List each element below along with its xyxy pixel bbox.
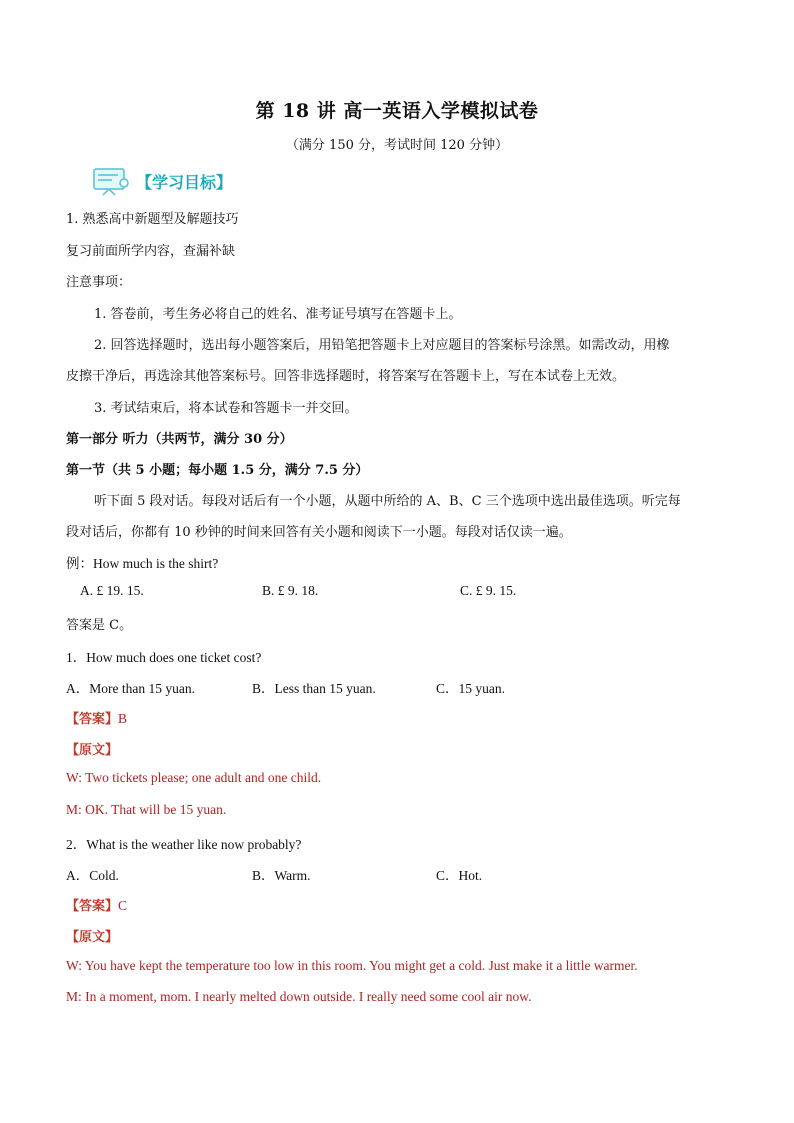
notice-heading: 注意事项：: [66, 275, 132, 290]
q1-option-c: C．15 yuan.: [436, 681, 505, 696]
goal-icon: [88, 166, 132, 196]
q2-option-b: B．Warm.: [252, 868, 311, 883]
q2-source-label: 【原文】: [66, 930, 119, 945]
q2-transcript-line: W: You have kept the temperature too low in this room. You might get a cold. Just make it a little warmer.: [66, 958, 638, 973]
question-2: 2．What is the weather like now probably?: [66, 837, 302, 852]
notice-item-continued: 皮擦干净后，再选涂其他答案标号。回答非选择题时，将答案写在答题卡上，写在本试卷上无效。: [66, 369, 626, 384]
part-heading: 第一部分 听力（共两节，满分 30 分）: [66, 432, 293, 447]
notice-item: 2. 回答选择题时，选出每小题答案后，用铅笔把答题卡上对应题目的答案标号涂黑。如需改动，用橡: [94, 338, 670, 353]
instructions-line: 听下面 5 段对话。每段对话后有一个小题，从题中所给的 A、B、C 三个选项中选出最佳选项。听完每: [94, 494, 681, 509]
section-heading: 第一节（共 5 小题；每小题 1.5 分，满分 7.5 分）: [66, 463, 369, 478]
answer-value: B: [118, 711, 128, 726]
notice-item: 1. 答卷前，考生务必将自己的姓名、准考证号填写在答题卡上。: [94, 307, 462, 322]
notice-item: 3. 考试结束后，将本试卷和答题卡一并交回。: [94, 401, 358, 416]
example-option-a: A. £ 19. 15.: [80, 583, 144, 598]
page-title: 第 18 讲 高一英语入学模拟试卷: [255, 100, 539, 122]
q1-answer: [66, 708, 127, 727]
page-subtitle: （满分 150 分，考试时间 120 分钟）: [285, 138, 509, 153]
answer-label: 【答案】: [66, 712, 119, 727]
instructions-line: 段对话后，你都有 10 秒钟的时间来回答有关小题和阅读下一小题。每段对话仅读一遍。: [66, 525, 572, 540]
example-option-b: B. £ 9. 18.: [262, 583, 319, 598]
q1-option-a: A．More than 15 yuan.: [66, 681, 195, 696]
q2-answer: [66, 895, 127, 914]
q1-option-b: B．Less than 15 yuan.: [252, 681, 376, 696]
example-answer: 答案是 C。: [66, 618, 133, 633]
q1-transcript-line: W: Two tickets please; one adult and one child.: [66, 770, 322, 785]
goal-item: 1. 熟悉高中新题型及解题技巧: [66, 212, 239, 227]
answer-value: C: [118, 898, 128, 913]
answer-label: 【答案】: [66, 899, 119, 914]
example-question: 例：How much is the shirt?: [66, 556, 219, 571]
q2-option-c: C．Hot.: [436, 868, 483, 883]
q1-source-label: 【原文】: [66, 743, 119, 758]
learning-goal-header: [88, 166, 232, 196]
goal-item: 复习前面所学内容，查漏补缺: [66, 244, 236, 259]
question-1: 1．How much does one ticket cost?: [66, 650, 262, 665]
q1-transcript-line: M: OK. That will be 15 yuan.: [66, 802, 227, 817]
goal-label: 【学习目标】: [136, 172, 233, 192]
q2-transcript-line: M: In a moment, mom. I nearly melted down outside. I really need some cool air now.: [66, 989, 532, 1004]
q2-option-a: A．Cold.: [66, 868, 119, 883]
example-option-c: C. £ 9. 15.: [460, 583, 517, 598]
